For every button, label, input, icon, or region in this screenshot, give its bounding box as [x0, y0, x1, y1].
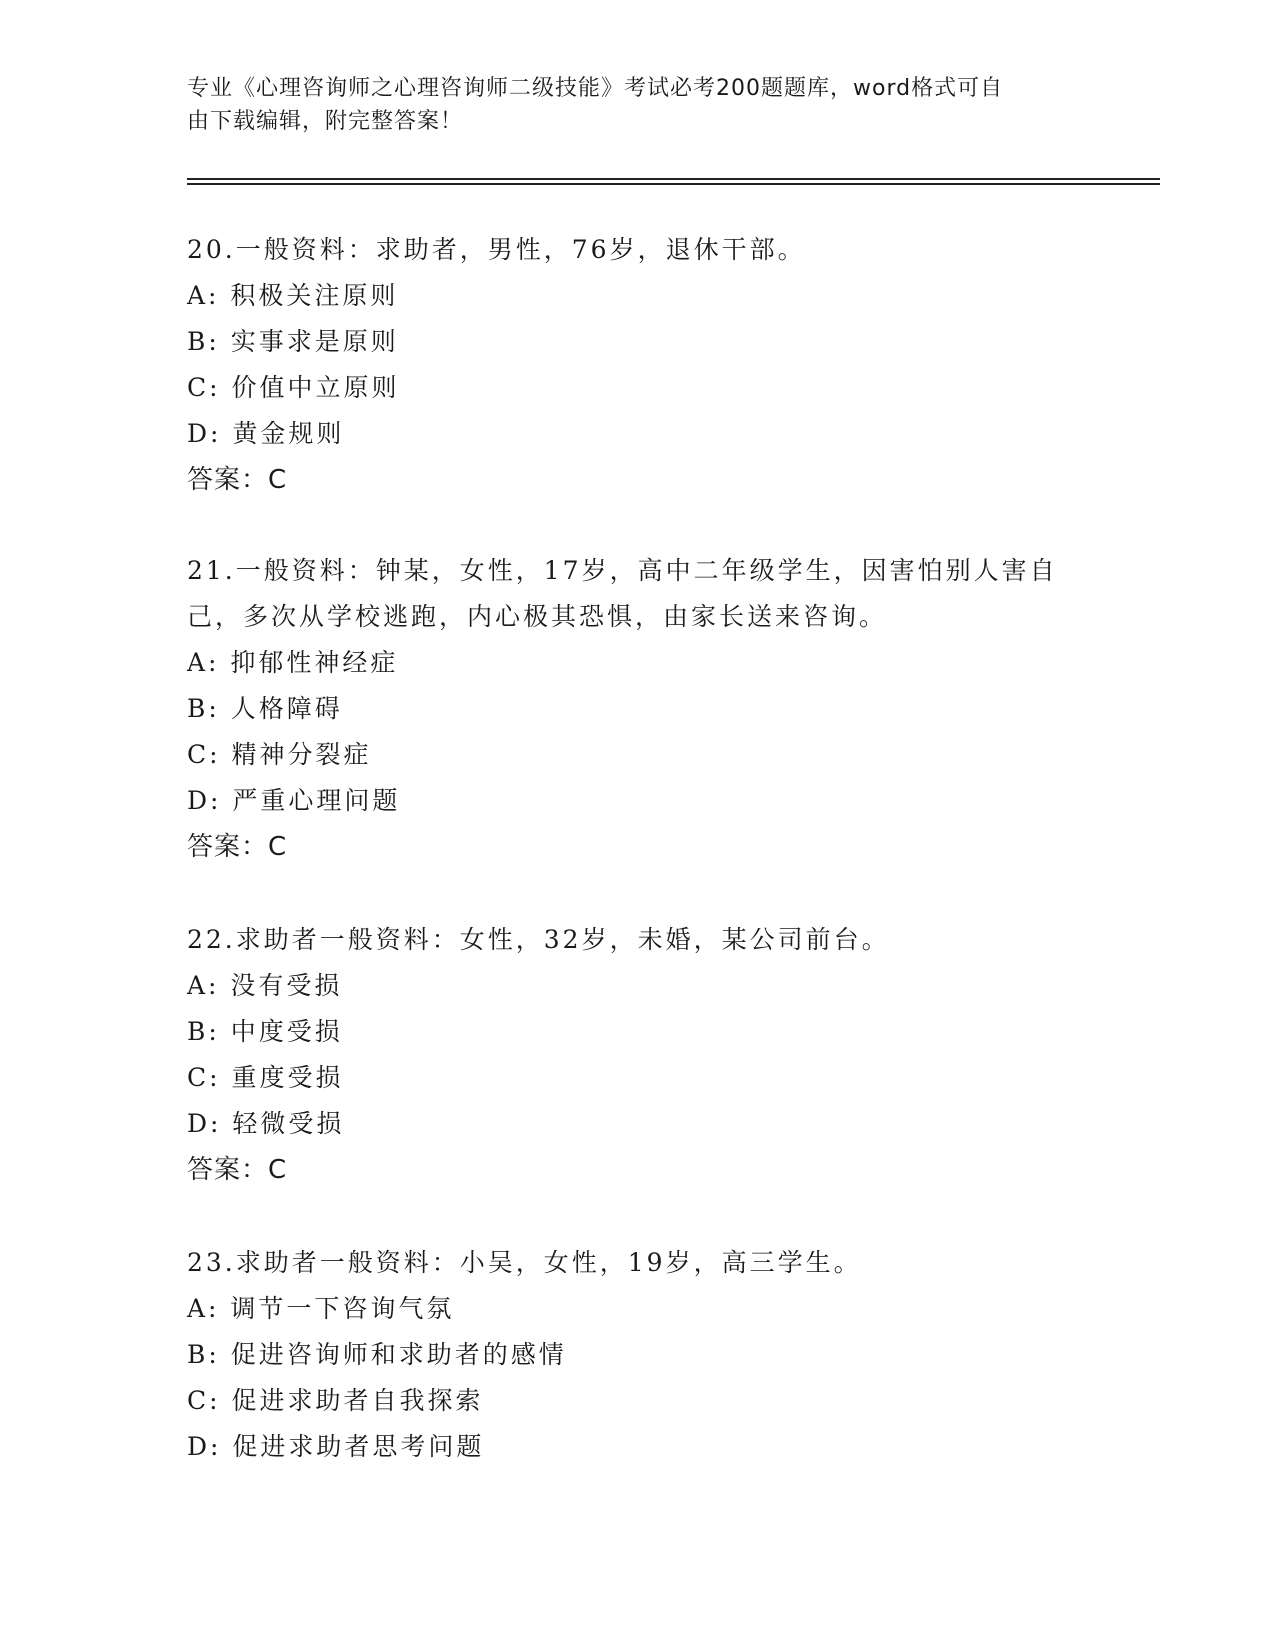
header-line-2: 由下载编辑，附完整答案！ — [187, 109, 464, 134]
answer: 答案：C — [187, 1155, 288, 1185]
header-divider-top — [187, 178, 1160, 180]
question-stem: 20.一般资料：求助者，男性，76岁，退休干部。 — [187, 235, 806, 264]
option-c: C: 重度受损 — [187, 1063, 344, 1092]
option-d: D: 促进求助者思考问题 — [187, 1432, 485, 1461]
option-a: A: 没有受损 — [187, 971, 343, 1000]
option-b: B: 实事求是原则 — [187, 327, 399, 356]
option-b: B: 促进咨询师和求助者的感情 — [187, 1340, 567, 1369]
answer: 答案：C — [187, 465, 288, 495]
option-c: C: 促进求助者自我探索 — [187, 1386, 484, 1415]
header-divider-bottom — [187, 183, 1160, 185]
question-22 — [187, 917, 1087, 1193]
question-23 — [187, 1240, 1087, 1470]
option-a: A: 积极关注原则 — [187, 281, 399, 310]
question-20 — [187, 227, 1087, 503]
option-d: D: 黄金规则 — [187, 419, 345, 448]
option-b: B: 中度受损 — [187, 1017, 343, 1046]
document-header — [187, 72, 1067, 138]
question-stem-continued: 己，多次从学校逃跑，内心极其恐惧，由家长送来咨询。 — [187, 602, 888, 631]
option-d: D: 轻微受损 — [187, 1109, 345, 1138]
question-stem: 21.一般资料：钟某，女性，17岁，高中二年级学生，因害怕别人害自 — [187, 556, 1058, 585]
option-b: B: 人格障碍 — [187, 694, 343, 723]
option-d: D: 严重心理问题 — [187, 786, 401, 815]
question-stem: 23.求助者一般资料：小吴，女性，19岁，高三学生。 — [187, 1248, 862, 1277]
answer: 答案：C — [187, 832, 288, 862]
question-stem: 22.求助者一般资料：女性，32岁，未婚，某公司前台。 — [187, 925, 890, 954]
question-21 — [187, 548, 1087, 870]
option-a: A: 抑郁性神经症 — [187, 648, 399, 677]
option-a: A: 调节一下咨询气氛 — [187, 1294, 455, 1323]
option-c: C: 价值中立原则 — [187, 373, 400, 402]
header-line-1: 专业《心理咨询师之心理咨询师二级技能》考试必考200题题库，word格式可自 — [187, 76, 1004, 101]
option-c: C: 精神分裂症 — [187, 740, 372, 769]
